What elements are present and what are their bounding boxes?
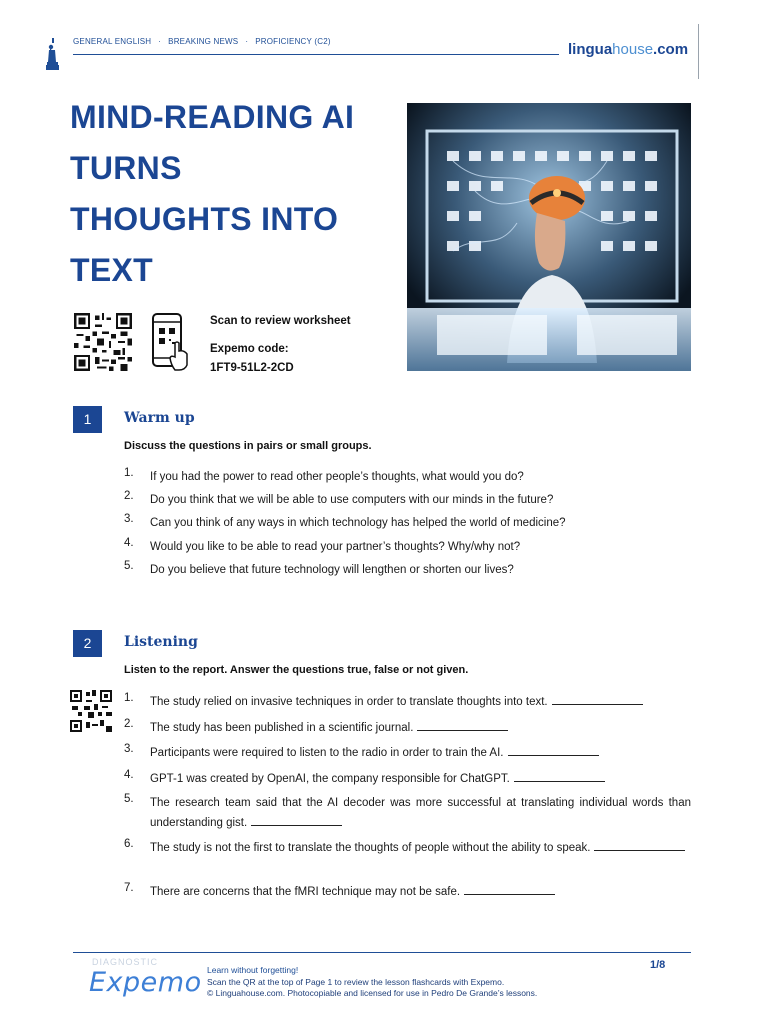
phone-scan-icon: [151, 313, 191, 371]
hero-image-woman-brain-headset: [407, 103, 691, 371]
page-title: [70, 92, 400, 296]
breadcrumb-item[interactable]: PROFICIENCY (C2): [255, 37, 331, 46]
section-title-listening: Listening: [124, 634, 198, 650]
title-line: TURNS: [70, 150, 182, 186]
footer-watermark: DIAGNOSTIC: [92, 957, 159, 967]
answer-blank[interactable]: [552, 694, 643, 705]
breadcrumb: [73, 37, 331, 46]
breadcrumb-item[interactable]: BREAKING NEWS: [168, 37, 239, 46]
footer-qr-note: Scan the QR at the top of Page 1 to review the lesson flashcards with Expemo.: [207, 976, 505, 987]
breadcrumb-separator: ·: [245, 37, 249, 46]
page-number: 1/8: [650, 959, 666, 971]
section-title-warm-up: Warm up: [124, 410, 195, 426]
answer-blank[interactable]: [464, 884, 555, 895]
page-header: [0, 0, 768, 80]
title-line: TEXT: [70, 252, 153, 288]
answer-blank[interactable]: [514, 771, 605, 782]
scan-label: Scan to review worksheet: [210, 315, 351, 327]
header-vertical-rule: [698, 24, 699, 79]
title-line: THOUGHTS INTO: [70, 201, 339, 237]
section-number-badge: 2: [73, 630, 102, 657]
scan-instructions: [210, 312, 351, 378]
breadcrumb-separator: ·: [158, 37, 162, 46]
section-instruction: Discuss the questions in pairs or small groups.: [124, 440, 372, 452]
expemo-code-value: 1FT9-51L2-2CD: [210, 362, 294, 374]
footer-copyright: © Linguahouse.com. Photocopiable and licensed for use in Pedro De Grande’s lessons.: [207, 988, 538, 998]
qr-code-audio-icon[interactable]: [69, 690, 113, 732]
footer-tagline: Learn without forgetting!: [207, 965, 299, 975]
answer-blank[interactable]: [594, 840, 685, 851]
breadcrumb-item[interactable]: GENERAL ENGLISH: [73, 37, 152, 46]
expemo-code-label: Expemo code:: [210, 343, 289, 355]
title-line: MIND-READING AI: [70, 99, 355, 135]
statue-of-liberty-icon: [46, 38, 60, 70]
section-number-badge: 1: [73, 406, 102, 433]
footer-divider: [73, 952, 691, 953]
footer-text: [207, 965, 537, 1000]
answer-blank[interactable]: [417, 720, 508, 731]
answer-blank[interactable]: [251, 815, 342, 826]
brand-logo[interactable]: linguahouse.com: [568, 41, 689, 58]
answer-blank[interactable]: [508, 745, 599, 756]
header-divider: [73, 54, 559, 55]
section-instruction: Listen to the report. Answer the questions true, false or not given.: [124, 664, 469, 676]
expemo-logo[interactable]: Expemo: [89, 967, 202, 998]
qr-code-icon[interactable]: [73, 313, 133, 371]
